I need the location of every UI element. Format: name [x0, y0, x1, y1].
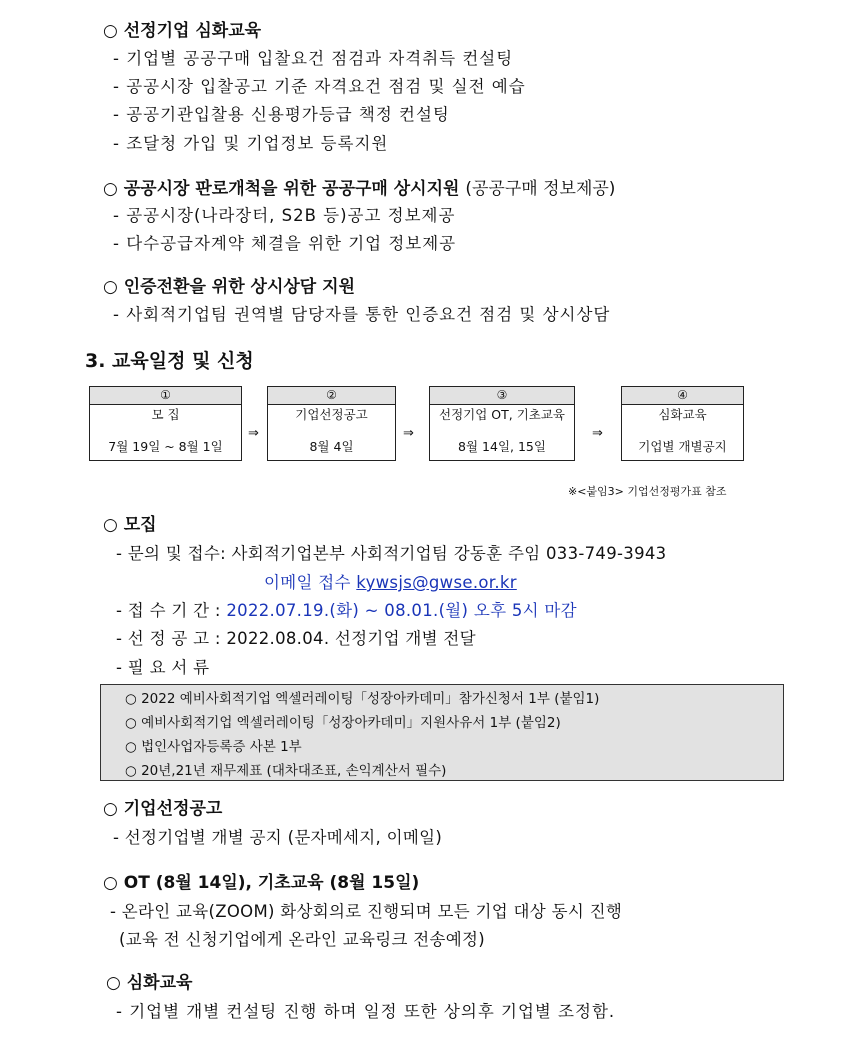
required-docs-box [100, 684, 784, 781]
section-advanced-training-title: ○ 선정기업 심화교육 [103, 21, 262, 41]
list-item: - 다수공급자계약 체결을 위한 기업 정보제공 [113, 234, 457, 253]
doc-item: ○ 20년,21년 재무제표 (대차대조표, 손익계산서 필수) [125, 763, 447, 779]
step-date: 기업별 개별공지 [638, 439, 727, 454]
list-item: - 선정기업별 개별 공지 (문자메세지, 이메일) [113, 828, 443, 847]
schedule-note: ※<붙임3> 기업선정평가표 참조 [568, 485, 727, 498]
list-subnote: (교육 전 신청기업에게 온라인 교육링크 전송예정) [119, 930, 485, 949]
announce-value: 2022.08.04. 선정기업 개별 전달 [226, 629, 476, 648]
step-title: 심화교육 [658, 407, 707, 422]
list-item: - 사회적기업팀 권역별 담당자를 통한 인증요건 점검 및 상시상담 [113, 305, 611, 324]
schedule-step-4 [621, 386, 744, 461]
advanced-title: ○ 심화교육 [106, 973, 193, 993]
section-public-procurement-title [103, 174, 615, 199]
section-title-suffix: (공공구매 정보제공) [465, 179, 616, 199]
step-number: ② [268, 387, 395, 405]
section-certification-title: ○ 인증전환을 위한 상시상담 지원 [103, 277, 355, 297]
list-item: - 온라인 교육(ZOOM) 화상회의로 진행되며 모든 기업 대상 동시 진행 [110, 902, 623, 921]
recruit-docs-label: - 필 요 서 류 [116, 658, 210, 677]
step-title: 모 집 [151, 407, 180, 422]
schedule-step-2 [267, 386, 396, 461]
step-date: 8월 14일, 15일 [458, 439, 546, 454]
recruit-contact [116, 540, 666, 564]
contact-value: 사회적기업본부 사회적기업팀 강동훈 주임 033-749-3943 [231, 544, 667, 563]
schedule-heading: 3. 교육일정 및 신청 [85, 350, 254, 372]
list-item: - 조달청 가입 및 기업정보 등록지원 [113, 134, 389, 153]
period-value: 2022.07.19.(화) ~ 08.01.(월) 오후 5시 마감 [226, 601, 577, 620]
doc-item: ○ 2022 예비사회적기업 엑셀러레이팅「성장아카데미」참가신청서 1부 (붙임1) [125, 691, 600, 707]
recruit-period [116, 597, 577, 621]
list-item: - 기업별 개별 컨설팅 진행 하며 일정 또한 상의후 기업별 조정함. [116, 1002, 616, 1021]
period-label: - 접 수 기 간 : [116, 601, 227, 620]
selection-title: ○ 기업선정공고 [103, 799, 223, 819]
arrow-icon: ⇒ [592, 426, 603, 441]
announce-label: - 선 정 공 고 : [116, 629, 227, 648]
schedule-step-1 [89, 386, 242, 461]
email-label: 이메일 접수 [264, 573, 357, 592]
step-number: ④ [622, 387, 743, 405]
arrow-icon: ⇒ [248, 426, 259, 441]
list-item: - 기업별 공공구매 입찰요건 점검과 자격취득 컨설팅 [113, 49, 514, 68]
doc-item: ○ 예비사회적기업 엑셀러레이팅「성장아카데미」지원사유서 1부 (붙임2) [125, 715, 561, 731]
doc-item: ○ 법인사업자등록증 사본 1부 [125, 739, 302, 755]
recruit-announce [116, 625, 476, 649]
schedule-step-3 [429, 386, 575, 461]
email-link[interactable]: kywsjs@gwse.or.kr [356, 573, 517, 592]
list-item: - 공공시장 입찰공고 기준 자격요건 점검 및 실전 예습 [113, 77, 526, 96]
step-title: 선정기업 OT, 기초교육 [439, 407, 565, 422]
step-date: 8월 4일 [309, 439, 354, 454]
list-item: - 공공시장(나라장터, S2B 등)공고 정보제공 [113, 206, 456, 225]
step-date: 7월 19일 ~ 8월 1일 [108, 439, 223, 454]
contact-label: - 문의 및 접수: [116, 544, 232, 563]
recruit-email [264, 569, 517, 593]
arrow-icon: ⇒ [403, 426, 414, 441]
section-title-main: ○ 공공시장 판로개척을 위한 공공구매 상시지원 [103, 179, 460, 199]
list-item: - 공공기관입찰용 신용평가등급 책정 컨설팅 [113, 105, 450, 124]
step-number: ① [90, 387, 241, 405]
ot-title: ○ OT (8월 14일), 기초교육 (8월 15일) [103, 873, 420, 893]
step-title: 기업선정공고 [295, 407, 368, 422]
step-number: ③ [430, 387, 574, 405]
recruit-title: ○ 모집 [103, 515, 157, 535]
